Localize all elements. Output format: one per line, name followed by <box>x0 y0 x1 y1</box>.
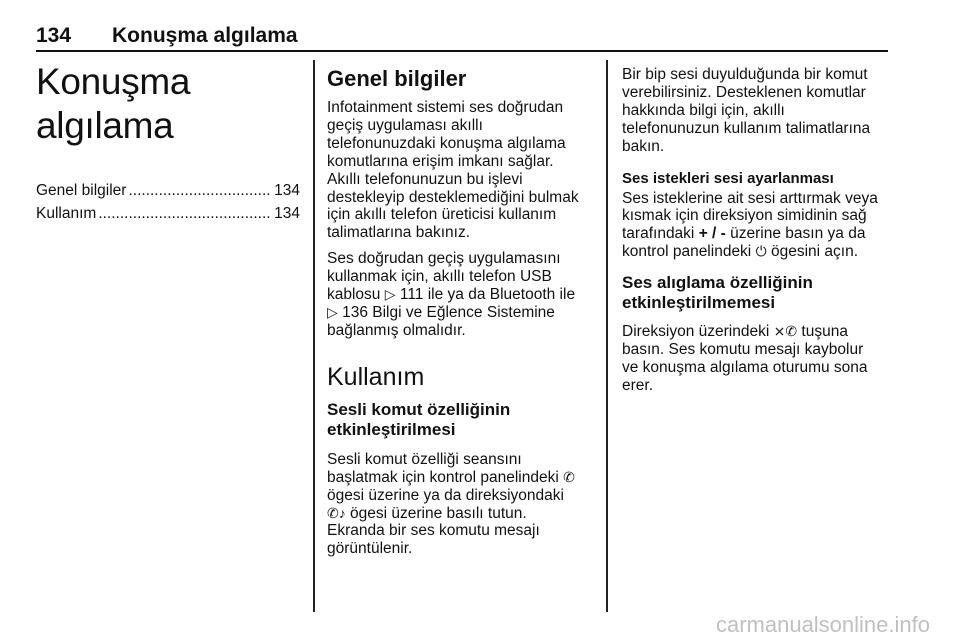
table-of-contents <box>36 182 300 228</box>
text-line: talimatlarına bakınız. <box>327 224 471 242</box>
chapter-title: Konuşma algılama <box>36 61 191 146</box>
text-line: ögesi üzerine ya da direksiyondaki <box>327 486 564 504</box>
toc-page: 134 <box>274 205 300 222</box>
subsection-title-activation <box>327 400 589 440</box>
mute-hangup-icon: ⨯✆ <box>773 323 798 340</box>
text-line: kısmak için direksiyon simidinin sağ <box>622 207 867 225</box>
toc-page: 134 <box>274 182 300 199</box>
toc-label: Kullanım <box>36 205 97 222</box>
text-line: hakkında bilgi için, akıllı <box>622 101 785 119</box>
text-segment: üzerine basın ya da <box>730 225 866 243</box>
text-line: için akıllı telefon üreticisi kullanım <box>327 206 557 224</box>
watermark: carmanualsonline.info <box>715 612 930 637</box>
text-line: destekleyip desteklemediğini bulmak <box>327 188 579 206</box>
continued-paragraph <box>622 66 888 156</box>
text-line: Sesli komut özelliğinin <box>327 399 511 419</box>
column-divider <box>313 60 315 612</box>
content-column-right <box>622 66 888 403</box>
text-line: telefonunuzdaki konuşma algılama <box>327 134 566 152</box>
page-reference-link[interactable]: 111 ile ya da Bluetooth ile <box>399 286 576 304</box>
text-line: ve konuşma algılama oturumu sona <box>622 358 868 376</box>
text-line: Ses doğrudan geçiş uygulamasını <box>327 250 561 268</box>
text-line: Infotainment sistemi ses doğrudan <box>327 99 564 116</box>
text-line: bağlanmış olmalıdır. <box>327 321 466 339</box>
section-title-genel: Genel bilgiler <box>327 66 467 91</box>
genel-paragraph-1 <box>327 99 589 242</box>
column-divider <box>606 60 608 612</box>
text-line: görüntülenir. <box>327 540 413 558</box>
section-title-kullanim: Kullanım <box>327 362 425 391</box>
text-line: Bir bip sesi duyulduğunda bir komut <box>622 66 868 83</box>
content-column-middle <box>327 60 589 566</box>
toc-entry[interactable] <box>36 205 300 228</box>
text-line <box>622 323 888 341</box>
text-line: Ekranda bir ses komutu mesajı <box>327 522 540 540</box>
text-line: telefonunuzun kullanım talimatlarına <box>622 119 871 137</box>
text-line <box>327 286 589 304</box>
chapter-column <box>36 60 300 228</box>
text-line <box>622 243 888 261</box>
text-line: geçiş uygulaması akıllı <box>327 116 483 134</box>
subsection-title-volume: Ses istekleri sesi ayarlanması <box>622 169 834 187</box>
voice-icon: ✆♪ <box>327 504 346 521</box>
toc-leader-dots <box>128 182 272 200</box>
text-segment: kontrol panelindeki <box>622 243 752 261</box>
power-icon: ⏻ <box>755 243 767 260</box>
phone-icon: ✆ <box>563 468 575 485</box>
volume-paragraph <box>622 190 888 262</box>
text-line: bakın. <box>622 137 665 155</box>
text-segment: kablosu <box>327 286 381 304</box>
deactivation-paragraph <box>622 323 888 395</box>
text-segment: ögesi üzerine basılı tutun. <box>350 504 527 522</box>
text-line: erer. <box>622 376 654 394</box>
subsection-title-deactivation <box>622 273 888 313</box>
text-segment: ögesini açın. <box>770 243 858 261</box>
text-line: etkinleştirilmemesi <box>622 293 776 313</box>
running-title: Konuşma algılama <box>112 24 298 47</box>
page-header <box>36 24 888 52</box>
text-segment: başlatmak için kontrol panelindeki <box>327 468 559 486</box>
text-line: Ses alıglama özelliğinin <box>622 273 813 293</box>
text-line: komutlarına erişim imkanı sağlar. <box>327 152 554 170</box>
text-segment: tuşuna <box>801 323 848 341</box>
text-segment: tarafındaki <box>622 225 695 243</box>
text-line <box>327 469 589 487</box>
text-line: Ses isteklerine ait sesi arttırmak veya <box>622 189 878 207</box>
toc-entry[interactable] <box>36 182 300 205</box>
text-segment: Direksiyon üzerindeki <box>622 323 770 341</box>
text-line <box>327 304 589 322</box>
text-line <box>622 225 888 243</box>
text-line: Akıllı telefonunuzun bu işlevi <box>327 170 523 188</box>
text-line: verebilirsiniz. Desteklenen komutlar <box>622 83 866 101</box>
volume-keys-label: + / - <box>698 225 726 243</box>
toc-leader-dots <box>98 205 272 223</box>
page-reference-icon[interactable]: ▷ <box>327 303 338 320</box>
text-line: Sesli komut özelliği seansını <box>327 450 522 468</box>
genel-paragraph-2 <box>327 250 589 340</box>
page-reference-link[interactable]: 136 Bilgi ve Eğlence Sistemine <box>342 303 555 321</box>
kullanim-paragraph <box>327 451 589 558</box>
text-line: kullanmak için, akıllı telefon USB <box>327 268 552 286</box>
page-reference-icon[interactable]: ▷ <box>384 286 396 303</box>
text-line: basın. Ses komutu mesajı kaybolur <box>622 341 864 359</box>
text-line: etkinleştirilmesi <box>327 419 456 439</box>
header-divider <box>36 50 888 52</box>
page-number: 134 <box>36 24 72 47</box>
text-line <box>327 505 589 523</box>
toc-label: Genel bilgiler <box>36 182 127 199</box>
